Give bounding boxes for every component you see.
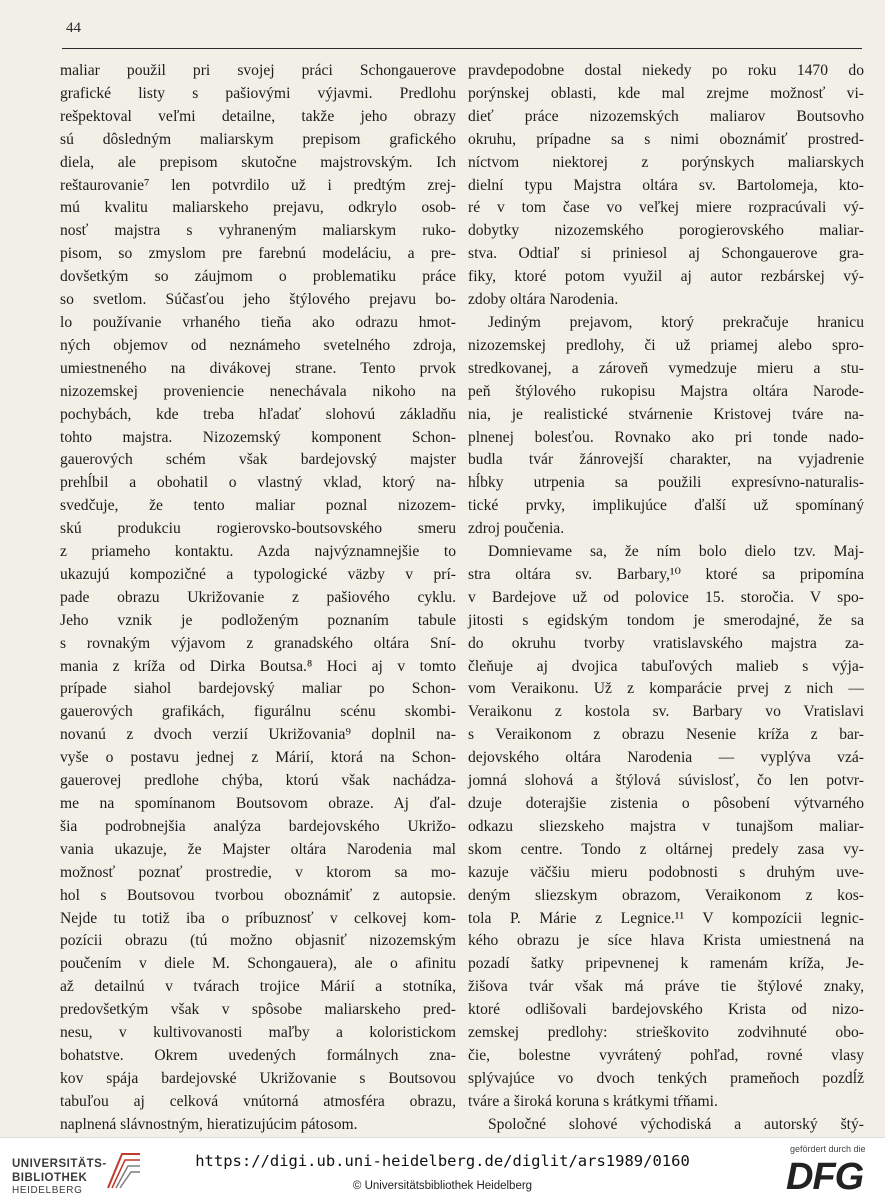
- text-line: do okruhu tvorby vratislavského majstra za-: [468, 634, 864, 652]
- text-line: pravdepodobne dostal niekedy po roku 1470 do: [468, 62, 864, 79]
- text-line: dzuje doterajšie zistenia o pôsobení výtvarného: [468, 795, 864, 812]
- text-line: jomná slohová a štýlová súvislosť, čo len potvr-: [468, 772, 864, 790]
- text-line: diela, ale prepisom skutočne majstrovským. Ich: [60, 153, 456, 171]
- text-line: nesu, v kultivovanosti maľby a koloristickom: [60, 1024, 456, 1042]
- permalink-url[interactable]: https://digi.ub.uni-heidelberg.de/diglit/ars1989/0160: [195, 1152, 690, 1170]
- text-line: pade obrazu Ukrižovanie z pašiového cyklu.: [60, 588, 456, 606]
- copyright-notice: © Universitätsbibliothek Heidelberg: [352, 1180, 533, 1192]
- text-line: hol s Boutsovou tvorbou oboznámiť z autopsie.: [60, 886, 456, 904]
- text-line: šia podrobnejšia analýza bardejovského Ukrižo-: [60, 817, 456, 835]
- text-line: stva. Odtiaľ si priniesol aj Schongauerove gra-: [468, 245, 864, 263]
- text-line: nizozemskej predlohy, či už priamej alebo spro-: [468, 336, 864, 354]
- text-line: mania z kríža od Dirka Boutsa.⁸ Hoci aj v tomto: [60, 657, 456, 675]
- text-line: s rovnakým výjavom z granadského oltára Sní-: [60, 634, 456, 652]
- viewer-footer: [0, 1137, 885, 1204]
- text-line: Nejde tu totiž iba o príbuznosť v celkovej kom-: [60, 909, 456, 927]
- text-line: až detailnú v tvárach trojice Márií a stotníka,: [60, 978, 456, 996]
- text-line: zemskej predlohy: strieškovito zodvihnuté obo-: [468, 1024, 864, 1042]
- text-line: stredkovanej, a zároveň vymedzuje mieru a stu-: [468, 359, 864, 377]
- text-line: predovšetkým však v spôsobe maliarskeho pred-: [60, 1001, 456, 1019]
- text-line: rešpektoval veľmi detailne, takže jeho obrazy: [60, 107, 456, 125]
- text-line: peň štýlového rukopisu Majstra oltára Narode-: [468, 382, 864, 400]
- text-line: pochybách, kde treba hľadať slohovú základňu: [60, 405, 456, 423]
- text-line: prehĺbil a obohatil o vlastný vklad, ktorý na-: [60, 474, 456, 492]
- text-line: pozícii obrazu (tú možno objasniť nizozemským: [60, 932, 456, 950]
- text-line: reštaurovanie⁷ len potvrdilo už i predtým zrej-: [60, 176, 456, 194]
- text-line: dobytky nizozemského porogierovského maliar-: [468, 222, 864, 240]
- text-line: pozadí šatky pripevnenej k ramenám kríža, Je-: [468, 955, 864, 973]
- text-line: níctvom niektorej z porýnskych maliarskych: [468, 153, 864, 171]
- text-line: so svetlom. Súčasťou jeho štýlového prejavu bo-: [60, 291, 456, 309]
- text-line: z priameho kontaktu. Azda najvýznamnejšie to: [60, 543, 456, 561]
- text-line: tické prvky, implikujúce ďalší už spomínaný: [468, 497, 864, 515]
- text-line: maliar použil pri svojej práci Schongauerove: [60, 62, 456, 79]
- text-line: ktoré odlišovali bardejovského Krista od nizo-: [468, 1001, 864, 1019]
- text-line: vom Veraikonu. Už z komparácie prvej z nich —: [468, 680, 864, 698]
- text-line: svedčuje, že tento maliar poznal nizozem-: [60, 497, 456, 515]
- text-line: lo používanie vrhaného tieňa ako odrazu hmot-: [60, 313, 456, 331]
- text-line: skú produkciu rogierovsko-boutsovského smeru: [60, 520, 456, 538]
- text-line: odkazu sliezskeho majstra v tunajšom maliar-: [468, 817, 864, 835]
- text-line: tváre a široká koruna s krátkymi tŕňami.: [468, 1092, 718, 1110]
- text-line: tola P. Márie z Legnice.¹¹ V kompozícii legnic-: [468, 909, 864, 927]
- text-line: kov spája bardejovské Ukrižovanie s Boutsovou: [60, 1069, 456, 1087]
- text-line: žišova tvár však má práve tie štýlové znaky,: [468, 978, 864, 996]
- logo-text-line3: HEIDELBERG: [12, 1185, 83, 1196]
- text-line: mú kvalitu maliarskeho prejavu, odkrylo osob-: [60, 199, 456, 217]
- text-line: čie, bolestne vyvrátený pohľad, rovné vlasy: [468, 1046, 864, 1064]
- text-line: plnenej bolesťou. Rovnako ako pri tonde nado-: [468, 428, 864, 446]
- funder-caption: gefördert durch die: [790, 1144, 866, 1154]
- text-line: me na spomínanom Boutsovom obraze. Aj ďal-: [60, 795, 456, 812]
- text-line: deným sliezskym obrazom, Veraikonom z kos-: [468, 886, 864, 904]
- text-line: kého obrazu je síce hlava Krista umiestnená na: [468, 932, 864, 950]
- text-line: gauerových grafikách, figurálnu scénu skombi-: [60, 703, 456, 721]
- text-line: pisom, so zmyslom pre farebnú modeláciu, a pre-: [60, 245, 456, 263]
- page-number: 44: [66, 20, 81, 36]
- text-line: skom centre. Tondo z oltárnej predely zasa vy-: [468, 840, 864, 858]
- text-line: dejovského oltára Narodenia — vyplýva vzá-: [468, 749, 864, 767]
- text-line: Domnievame sa, že ním bolo dielo tzv. Maj-: [488, 543, 864, 561]
- text-line: vania ukazuje, že Majster oltára Narodenia mal: [60, 840, 456, 858]
- text-line: čleňuje aj dvojica tabuľových malieb s výja-: [468, 657, 864, 675]
- text-line: Jeho vznik je podloženým poznaním tabule: [60, 611, 456, 629]
- text-line: porýnskej oblasti, kde mal zrejme možnosť vi-: [468, 84, 864, 102]
- text-line: dieť práce nizozemských maliarov Boutsovho: [468, 107, 864, 125]
- text-line: grafické listy s pašiovými výjavmi. Predlohu: [60, 84, 456, 102]
- text-line: naplnená slávnostným, hieratizujúcim pátosom.: [60, 1115, 358, 1133]
- text-line: nia, je realistické stvárnenie Kristovej tváre na-: [468, 405, 864, 423]
- text-line: hĺbky utrpenia sa použili expresívno-naturalis-: [468, 474, 864, 492]
- text-line: budla tvár žánrovejší charakter, na vyjadrenie: [468, 451, 864, 469]
- dfg-wordmark: DFG: [786, 1156, 864, 1198]
- text-line: zdoby oltára Narodenia.: [468, 291, 619, 309]
- dfg-logo[interactable]: [784, 1144, 879, 1200]
- text-line: bohatstve. Okrem uvedených formálnych zna-: [60, 1046, 456, 1064]
- text-line: možnosť poznať prostredie, v ktorom sa mo-: [60, 863, 456, 881]
- text-line: s Veraikonom z obrazu Nesenie kríža z bar-: [468, 726, 864, 744]
- text-line: Jediným prejavom, ktorý prekračuje hranicu: [488, 313, 864, 331]
- text-line: zdroj poučenia.: [468, 520, 565, 538]
- logo-text-line1: UNIVERSITÄTS-: [12, 1158, 107, 1170]
- text-line: dovšetkým so záujmom o problematiku práce: [60, 268, 456, 286]
- text-line: nizozemskej proveniencie nenechávala nikoho na: [60, 382, 456, 400]
- text-line: ré v tom čase vo veľkej miere rozpracúvali vý-: [468, 199, 864, 217]
- text-line: tohto majstra. Nizozemský komponent Schon-: [60, 428, 456, 446]
- text-line: Veraikonu z kostola sv. Barbary vo Vratislavi: [468, 703, 864, 721]
- logo-text-line2: BIBLIOTHEK: [12, 1172, 88, 1184]
- text-line: prípade siahol bardejovský maliar po Schon-: [60, 680, 456, 698]
- text-line: dielní typu Majstra oltára sv. Bartolomeja, kto-: [468, 176, 864, 194]
- text-line: stra oltára sv. Barbary,¹⁰ ktoré sa pripomína: [468, 565, 864, 583]
- text-line: sú dôsledným maliarskym prepisom grafického: [60, 130, 456, 148]
- text-line: gauerových schém však bardejovský majster: [60, 451, 456, 469]
- text-line: okruhu, prípadne sa s nimi oboznámiť prostred-: [468, 130, 864, 148]
- text-line: jitosti s egidským tondom je smerodajné, že sa: [468, 611, 864, 629]
- text-line: splývajúce vo dvoch tenkých prameňoch pozdĺž: [468, 1069, 864, 1087]
- text-line: novanú z dvoch verzií Ukrižovania⁹ doplnil na-: [60, 726, 456, 744]
- text-line: gauerovej predlohe chýba, ktorú však nachádza-: [60, 772, 456, 790]
- text-line: ných objemov od neznámeho svetelného zdroja,: [60, 336, 456, 354]
- right-text-column: [468, 60, 864, 1160]
- text-line: poučením v diele M. Schongauera), ale o afinitu: [60, 955, 456, 973]
- text-line: Spoločné slohové východiská a autorský štý-: [488, 1115, 864, 1133]
- text-line: umiestneného na divákovej strane. Tento prvok: [60, 359, 456, 377]
- text-line: fiky, ktoré potom využil aj autor rezbárskej vý-: [468, 268, 864, 286]
- text-line: nosť majstra s vyhraneným maliarskym ruko-: [60, 222, 456, 240]
- text-line: ukazujú kompozičné a typologické väzby v prí-: [60, 565, 456, 583]
- text-line: tabuľou aj celková vnútorná atmosféra obrazu,: [60, 1092, 456, 1110]
- left-text-column: [60, 60, 456, 1160]
- text-line: vyše o postavu jednej z Márií, ktorá na Schon-: [60, 749, 456, 767]
- header-rule: [62, 48, 862, 49]
- text-line: kazuje väčšiu mieru podobnosti s druhým uve-: [468, 863, 864, 881]
- text-line: v Bardejove už od polovice 15. storočia. V spo-: [468, 588, 864, 606]
